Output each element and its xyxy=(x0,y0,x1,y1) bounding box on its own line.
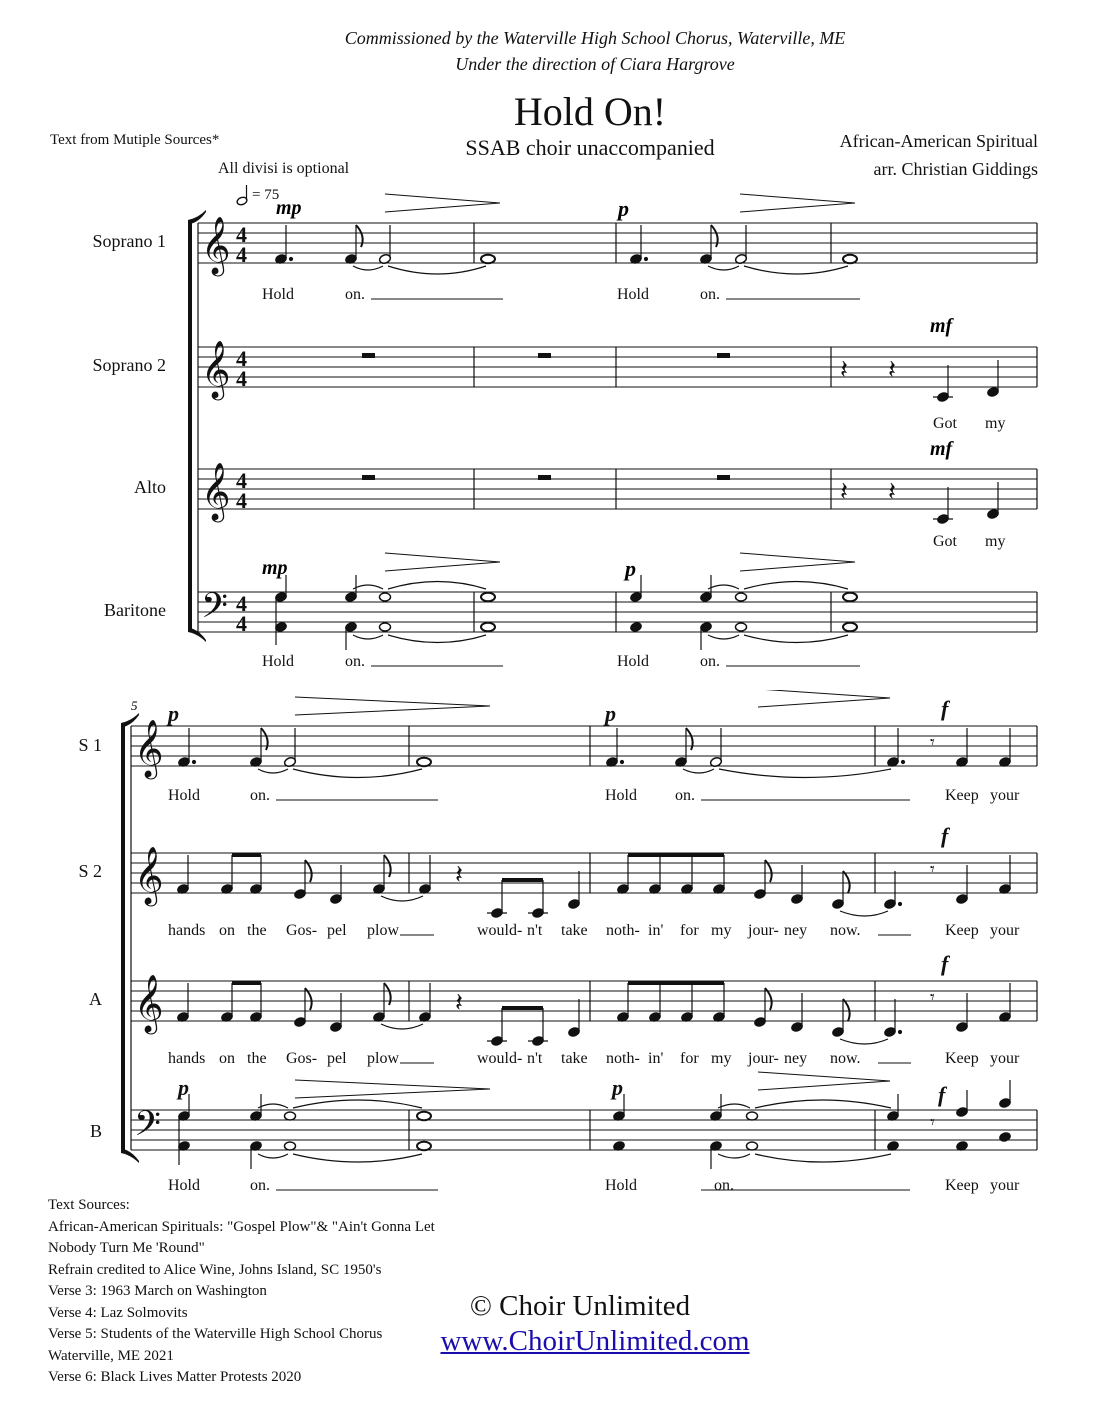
svg-text:4: 4 xyxy=(236,222,247,247)
soprano1-notes xyxy=(177,728,1011,768)
svg-text:4: 4 xyxy=(236,366,247,391)
treble-clef-icon: 𝄞 xyxy=(201,341,231,397)
svg-text:Gos-: Gos- xyxy=(286,922,318,939)
svg-text:your: your xyxy=(990,1050,1020,1067)
lyric: Hold xyxy=(168,1177,200,1194)
svg-text:on: on xyxy=(219,922,235,939)
lyric: on. xyxy=(700,286,720,303)
quarter-rest-icons xyxy=(840,355,896,506)
lyric: Hold xyxy=(605,787,637,804)
dynamic-p: p xyxy=(178,1075,189,1100)
svg-text:noth-: noth- xyxy=(606,922,640,939)
composer-credit: African-American Spiritual xyxy=(839,131,1038,151)
svg-text:ney: ney xyxy=(784,1050,808,1067)
dynamic-p: p xyxy=(168,701,179,726)
svg-text:plow: plow xyxy=(367,1050,399,1067)
lyric: your xyxy=(990,787,1020,804)
soprano1-notes xyxy=(274,225,857,265)
dynamic-mf: mf xyxy=(930,315,953,337)
part-name-soprano2: Soprano 2 xyxy=(92,355,166,375)
divisi-note: All divisi is optional xyxy=(218,160,350,177)
soprano2-notes xyxy=(176,855,1011,919)
svg-text:ney: ney xyxy=(784,922,808,939)
svg-text:4: 4 xyxy=(236,468,247,493)
text-sources xyxy=(48,1195,468,1389)
svg-text:𝄾: 𝄾 xyxy=(930,987,935,1007)
svg-text:pel: pel xyxy=(327,922,347,939)
lyric: Got xyxy=(933,533,957,550)
bass-clef-icon: 𝄢 xyxy=(201,588,229,634)
svg-text:𝄽: 𝄽 xyxy=(888,477,896,506)
system-1-bracket xyxy=(188,210,206,642)
svg-text:4: 4 xyxy=(236,242,247,267)
eighth-rest-icon xyxy=(930,732,935,752)
svg-text:𝄾: 𝄾 xyxy=(930,732,935,752)
dynamic-p: p xyxy=(605,701,616,726)
source-line: Refrain credited to Alice Wine, Johns Island, SC 1950's xyxy=(48,1261,382,1278)
svg-text:4: 4 xyxy=(236,611,247,636)
svg-text:Gos-: Gos- xyxy=(286,1050,318,1067)
lyric: Hold xyxy=(168,787,200,804)
svg-text:on: on xyxy=(219,1050,235,1067)
source-line: Verse 6: Black Lives Matter Protests 2020 xyxy=(48,1369,302,1385)
dynamic-mp: mp xyxy=(262,557,288,579)
system-2-bracket xyxy=(121,713,139,1163)
svg-text:take: take xyxy=(561,922,588,939)
svg-text:Keep: Keep xyxy=(945,922,979,939)
part-name-baritone: Baritone xyxy=(104,600,166,620)
lyric: on. xyxy=(250,1177,270,1194)
svg-text:the: the xyxy=(247,1050,267,1067)
treble-clef-icon: 𝄞 xyxy=(201,463,231,519)
svg-text:jour-: jour- xyxy=(748,1050,779,1067)
svg-text:𝄾: 𝄾 xyxy=(930,859,935,879)
svg-text:jour-: jour- xyxy=(748,922,779,939)
lyric: on. xyxy=(675,787,695,804)
dynamic-mp: mp xyxy=(276,197,302,219)
alto-notes xyxy=(176,983,1011,1047)
dynamic-p: p xyxy=(612,1075,623,1100)
rests xyxy=(362,353,730,480)
dynamic-f: f xyxy=(941,696,949,721)
lyric: Hold xyxy=(262,286,294,303)
svg-text:your: your xyxy=(990,922,1020,939)
part-name-s1: S 1 xyxy=(78,735,102,755)
dynamic-p: p xyxy=(618,196,629,221)
dynamic-f: f xyxy=(941,951,949,976)
commission-line-2: Under the direction of Ciara Hargrove xyxy=(455,54,735,74)
time-signatures xyxy=(236,222,247,636)
svg-text:n't: n't xyxy=(527,922,543,939)
lyric: Hold xyxy=(617,286,649,303)
system-2 xyxy=(0,690,1101,1200)
measure-number: 5 xyxy=(131,698,138,713)
lyric: on. xyxy=(714,1177,734,1194)
svg-text:now.: now. xyxy=(830,922,861,939)
svg-text:my: my xyxy=(711,1050,732,1067)
staff-lines xyxy=(198,223,1037,632)
source-line: Waterville, ME 2021 xyxy=(48,1347,174,1364)
svg-text:in': in' xyxy=(648,1050,664,1067)
source-line: Verse 4: Laz Solmovits xyxy=(48,1304,188,1321)
ties xyxy=(353,266,848,274)
svg-text:would-: would- xyxy=(477,1050,523,1067)
dynamic-mf: mf xyxy=(930,438,953,460)
svg-text:for: for xyxy=(680,1050,699,1067)
part-name-a: A xyxy=(89,989,102,1009)
tempo-note-icon xyxy=(236,185,248,206)
svg-text:𝄽: 𝄽 xyxy=(840,477,848,506)
treble-clef-icon: 𝄞 xyxy=(201,217,231,273)
svg-text:4: 4 xyxy=(236,488,247,513)
soprano2-lyrics xyxy=(168,922,1020,939)
svg-text:4: 4 xyxy=(236,346,247,371)
tempo-value: = 75 xyxy=(252,187,280,203)
text-credit: Text from Mutiple Sources* xyxy=(50,132,220,148)
svg-text:my: my xyxy=(711,922,732,939)
dynamic-f: f xyxy=(938,1082,946,1107)
svg-text:hands: hands xyxy=(168,922,206,939)
lyric: my xyxy=(985,533,1006,550)
lyric: Keep xyxy=(945,1177,979,1194)
subtitle: SSAB choir unaccompanied xyxy=(465,135,715,160)
part-name-soprano1: Soprano 1 xyxy=(92,231,166,251)
decrescendo-hairpins xyxy=(385,194,855,571)
source-line: Verse 5: Students of the Waterville High School Chorus xyxy=(48,1326,383,1342)
lyric: Hold xyxy=(605,1177,637,1194)
svg-text:for: for xyxy=(680,922,699,939)
source-line: African-American Spirituals: "Gospel Plow"& "Ain't Gonna Let Nobody Turn Me 'Round" xyxy=(48,1218,435,1256)
lyric: on. xyxy=(345,286,365,303)
svg-text:n't: n't xyxy=(527,1050,543,1067)
svg-text:𝄽: 𝄽 xyxy=(455,860,463,889)
lyric: on. xyxy=(345,653,365,670)
svg-text:4: 4 xyxy=(236,591,247,616)
lyric-extenders xyxy=(276,800,911,1190)
svg-text:hands: hands xyxy=(168,1050,206,1067)
commission-line-1: Commissioned by the Waterville High School Chorus, Waterville, ME xyxy=(344,28,846,48)
svg-text:the: the xyxy=(247,922,267,939)
dynamic-p: p xyxy=(625,556,636,581)
copyright: © Choir Unlimited xyxy=(469,1290,691,1322)
svg-text:𝄽: 𝄽 xyxy=(455,988,463,1017)
eighth-rest-icon xyxy=(930,1112,935,1132)
lyric: Got xyxy=(933,415,957,432)
part-name-b: B xyxy=(89,1121,102,1141)
svg-text:plow: plow xyxy=(367,922,399,939)
lyric: Hold xyxy=(262,653,294,670)
source-line: Text Sources: xyxy=(48,1197,130,1213)
svg-text:Keep: Keep xyxy=(945,1050,979,1067)
page-title: Hold On! xyxy=(513,89,667,134)
part-name-s2: S 2 xyxy=(78,861,102,881)
publisher-link-wrap xyxy=(420,1325,770,1358)
svg-text:pel: pel xyxy=(327,1050,347,1067)
svg-text:take: take xyxy=(561,1050,588,1067)
svg-text:𝄽: 𝄽 xyxy=(840,355,848,384)
lyric: on. xyxy=(700,653,720,670)
dynamic-f: f xyxy=(941,823,949,848)
lyric: Hold xyxy=(617,653,649,670)
svg-text:noth-: noth- xyxy=(606,1050,640,1067)
barlines xyxy=(198,223,1037,632)
svg-text:would-: would- xyxy=(477,922,523,939)
source-line: Verse 3: 1963 March on Washington xyxy=(48,1283,267,1299)
part-name-alto: Alto xyxy=(133,477,166,497)
svg-text:now.: now. xyxy=(830,1050,861,1067)
publisher-link[interactable]: www.ChoirUnlimited.com xyxy=(440,1325,750,1357)
ties xyxy=(258,1100,891,1162)
lyric: your xyxy=(990,1177,1020,1194)
svg-text:𝄽: 𝄽 xyxy=(888,355,896,384)
treble-clef-icon: 𝄞 xyxy=(134,847,164,903)
treble-clef-icon: 𝄞 xyxy=(134,720,164,776)
treble-clef-icon: 𝄞 xyxy=(134,975,164,1031)
alto-lyrics xyxy=(168,1050,1020,1067)
svg-text:𝄾: 𝄾 xyxy=(930,1112,935,1132)
lyric: my xyxy=(985,415,1006,432)
arranger-credit: arr. Christian Giddings xyxy=(873,159,1038,179)
lyric: on. xyxy=(250,787,270,804)
svg-text:in': in' xyxy=(648,922,664,939)
bass-clef-icon: 𝄢 xyxy=(134,1106,162,1152)
ties xyxy=(258,769,891,778)
decrescendo-hairpins xyxy=(295,690,890,1098)
lyric: Keep xyxy=(945,787,979,804)
